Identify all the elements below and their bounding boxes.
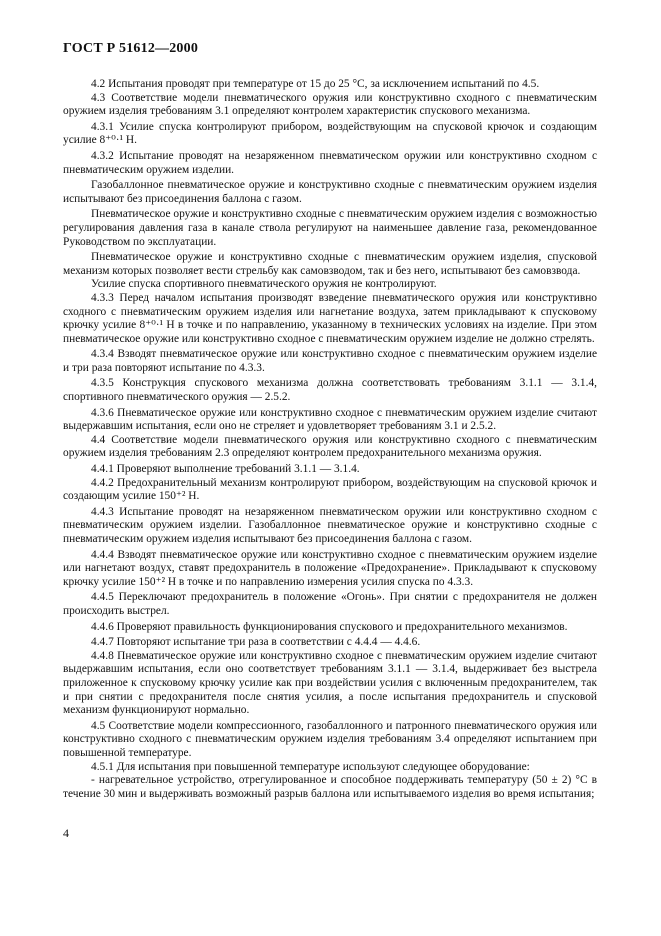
paragraph-4-4-7: 4.4.7 Повторяют испытание три раза в соответствии с 4.4.4 — 4.4.6. [91,636,421,649]
paragraph-4-3-4: 4.3.4 Взводят пневматическое оружие или конструктивно сходное с пневматическим оружием изделие и три раза повторяют испытание по 4.3.3. [63,348,597,374]
paragraph-pressure-regulation: Пневматическое оружие и конструктивно сходные с пневматическим оружием изделия с возможностью регулирования давления газа в канале ствола регулируют на наименьшее давление газа, рекомендованное Руководством по эксплуатации. [63,208,597,248]
paragraph-4-5-1: 4.5.1 Для испытания при повышенной температуре используют следующее оборудование: [91,760,530,773]
paragraph-4-3-2: 4.3.2 Испытание проводят на незаряженном пневматическом оружии или конструктивно сходном с пневматическим оружием изделии. [63,149,597,176]
paragraph-4-3-6: 4.3.6 Пневматическое оружие или конструктивно сходное с пневматическим оружием изделие считают выдержавшим испытания, если оно не стреляет и удовлетворяет требованиям 3.1 и 2.5.2. [63,406,597,433]
paragraph-4-3-3: 4.3.3 Перед началом испытания производят взведение пневматического оружия или конструктивно сходного с пневматическим оружием изделия или нагнетание воздуха, затем прикладывают к спусковому крючку усилие 8⁺⁰·¹ Н в точке и по направлению, указанному в технических условиях на изделие. При этом пневматическое оружие или конструктивно сходное с пневматическим оружием изделие не должно стрелять. [63,291,597,345]
paragraph-gas-cylinder: Газобаллонное пневматическое оружие и конструктивно сходные с пневматическим оружием изделия испытывают без присоединения баллона с газом. [63,179,597,205]
paragraph-sport-weapon: Усилие спуска спортивного пневматического оружия не контролируют. [91,278,437,291]
paragraph-4-4: 4.4 Соответствие модели пневматического оружия или конструктивно сходного с пневматическим оружием изделия требованиям 2.3 определяют контролем предохранительного механизма оружия. [63,433,597,460]
paragraph-4-3: 4.3 Соответствие модели пневматического оружия или конструктивно сходного с пневматическим оружием изделия требованиям 3.1 определяют контролем характеристик спускового механизма. [63,91,597,118]
paragraph-4-4-1: 4.4.1 Проверяют выполнение требований 3.1.1 — 3.1.4. [91,463,360,476]
paragraph-4-4-2: 4.4.2 Предохранительный механизм контролируют прибором, воздействующим на спусковой крючок и создающим усилие 150⁺² Н. [63,476,597,503]
paragraph-4-4-3: 4.4.3 Испытание проводят на незаряженном пневматическом оружии или конструктивно сходном с пневматическим оружием изделии. Газобаллонное пневматическое оружие и конструктивно сходные с пневматическим оружием изделия испытывают без присоединения баллона с газом. [63,505,597,545]
paragraph-4-4-6: 4.4.6 Проверяют правильность функционирования спускового и предохранительного механизмов. [91,620,568,633]
document-body [63,78,597,801]
paragraph-heating-device: - нагревательное устройство, отрегулированное и способное поддерживать температуру (50 ± 2) °С в течение 30 мин и выдерживать возможный разрыв баллона или испытываемого изделия во время испытания; [63,774,597,800]
paragraph-4-4-8: 4.4.8 Пневматическое оружие или конструктивно сходное с пневматическим оружием изделие считают выдержавшим испытания, если оно соответствует требованиям 3.1.1 — 3.1.4, выдерживает без выстрела приложенное к спусковому крючку усилие как при воздействии усилия с включенным предохранителем, так и при снятии с предохранителя после снятия усилия, а после испытания предохранитель и спусковой механизм функционируют нормально. [63,649,597,717]
paragraph-4-4-4: 4.4.4 Взводят пневматическое оружие или конструктивно сходное с пневматическим оружием изделие или нагнетают воздух, ставят предохранитель в положение «Предохранение». Прикладывают к спусковому крючку усилие 150⁺² Н в точке и по направлению измерения усилия спуска по 4.3.3. [63,548,597,588]
document-header: ГОСТ Р 51612—2000 [63,41,199,56]
paragraph-4-3-1: 4.3.1 Усилие спуска контролируют прибором, воздействующим на спусковой крючок и создающим усилие 8⁺⁰·¹ Н. [63,120,597,147]
paragraph-4-4-5: 4.4.5 Переключают предохранитель в положение «Огонь». При снятии с предохранителя не должен происходить выстрел. [63,591,597,617]
paragraph-self-cocking: Пневматическое оружие и конструктивно сходные с пневматическим оружием изделия, спусковой механизм которых позволяет вести стрельбу как самовзводом, так и без него, испытывают без самовзвода. [63,251,597,277]
paragraph-4-2: 4.2 Испытания проводят при температуре от 15 до 25 °С, за исключением испытаний по 4.5. [91,78,540,90]
paragraph-4-5: 4.5 Соответствие модели компрессионного, газобаллонного и патронного пневматического оружия или конструктивно сходного с пневматическим оружием изделия требованиям 3.4 определяют испытанием при повышенной температуре. [63,719,597,759]
page-number: 4 [63,826,69,840]
paragraph-4-3-5: 4.3.5 Конструкция спускового механизма должна соответствовать требованиям 3.1.1 — 3.1.4, спортивного пневматического оружия — 2.5.2. [63,377,597,404]
